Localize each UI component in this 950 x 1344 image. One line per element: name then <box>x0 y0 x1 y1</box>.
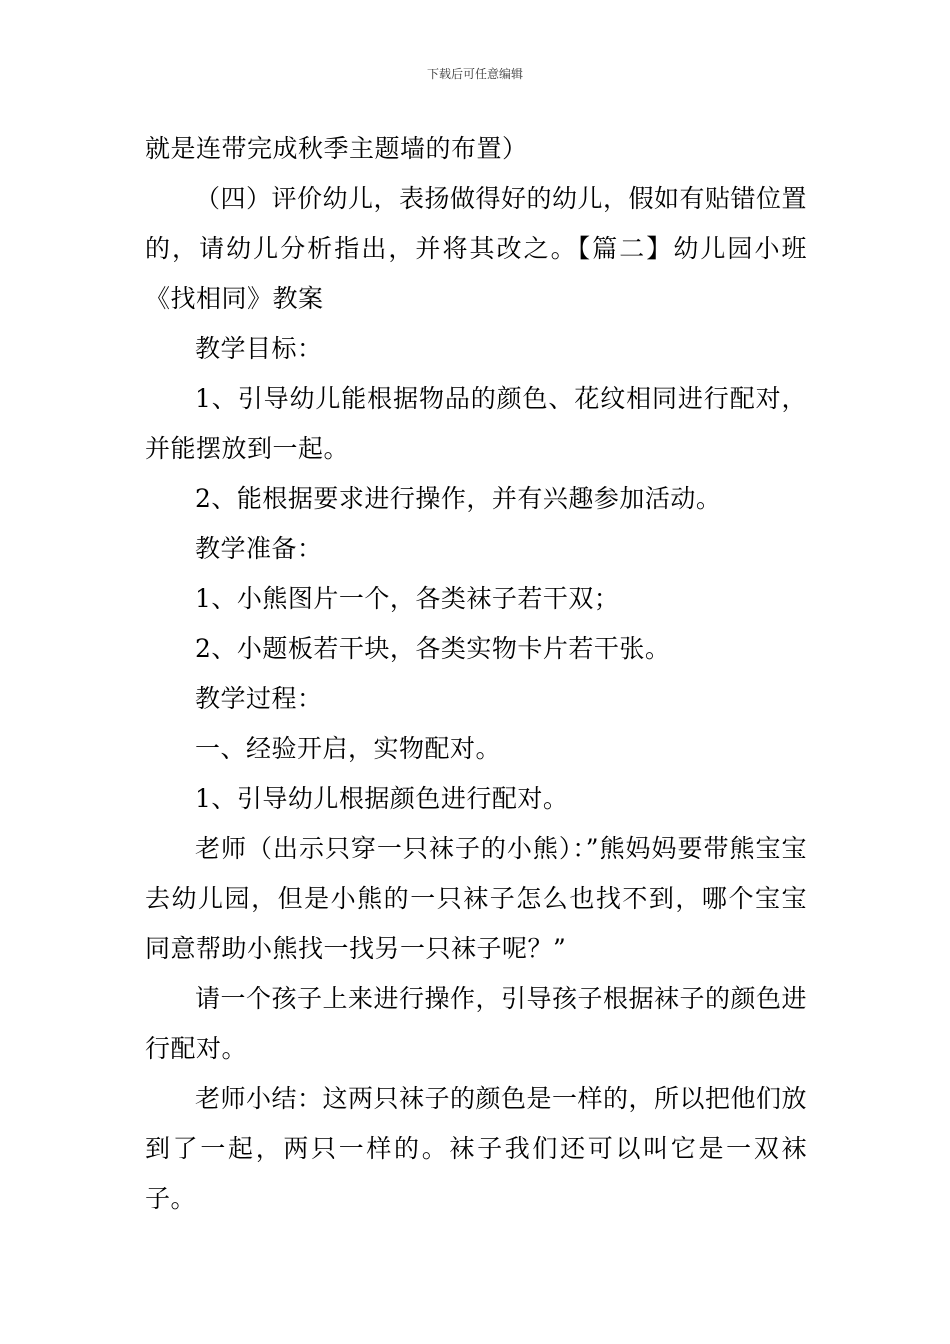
paragraph: 教学过程： <box>195 684 323 713</box>
paragraph: 教学准备： <box>195 534 323 563</box>
paragraph: 1、引导幼儿根据颜色进行配对。 <box>195 784 569 813</box>
paragraph: 就是连带完成秋季主题墙的布置） <box>145 134 528 163</box>
paragraph: 老师小结：这两只袜子的颜色是一样的，所以把他们放到了一起，两只一样的。袜子我们还可以叫它是一双袜子。 <box>145 1084 808 1213</box>
paragraph: 2、小题板若干块，各类实物卡片若干张。 <box>195 634 671 663</box>
paragraph: 一、经验开启，实物配对。 <box>195 734 502 763</box>
paragraph: 老师（出示只穿一只袜子的小熊）：”熊妈妈要带熊宝宝去幼儿园，但是小熊的一只袜子怎么也找不到，哪个宝宝同意帮助小熊找一找另一只袜子呢？” <box>145 834 807 963</box>
paragraph: 请一个孩子上来进行操作，引导孩子根据袜子的颜色进行配对。 <box>145 984 808 1063</box>
paragraph: 2、能根据要求进行操作，并有兴趣参加活动。 <box>195 484 722 513</box>
paragraph: 1、小熊图片一个，各类袜子若干双； <box>195 584 620 613</box>
paragraph: 1、引导幼儿能根据物品的颜色、花纹相同进行配对，并能摆放到一起。 <box>145 384 807 463</box>
document-body <box>145 124 807 1224</box>
paragraph: 教学目标： <box>195 334 323 363</box>
paragraph: （四）评价幼儿，表扬做得好的幼儿，假如有贴错位置的，请幼儿分析指出，并将其改之。【篇二】幼儿园小班《找相同》教案 <box>145 184 808 313</box>
page-header: 下载后可任意编辑 <box>426 67 523 81</box>
